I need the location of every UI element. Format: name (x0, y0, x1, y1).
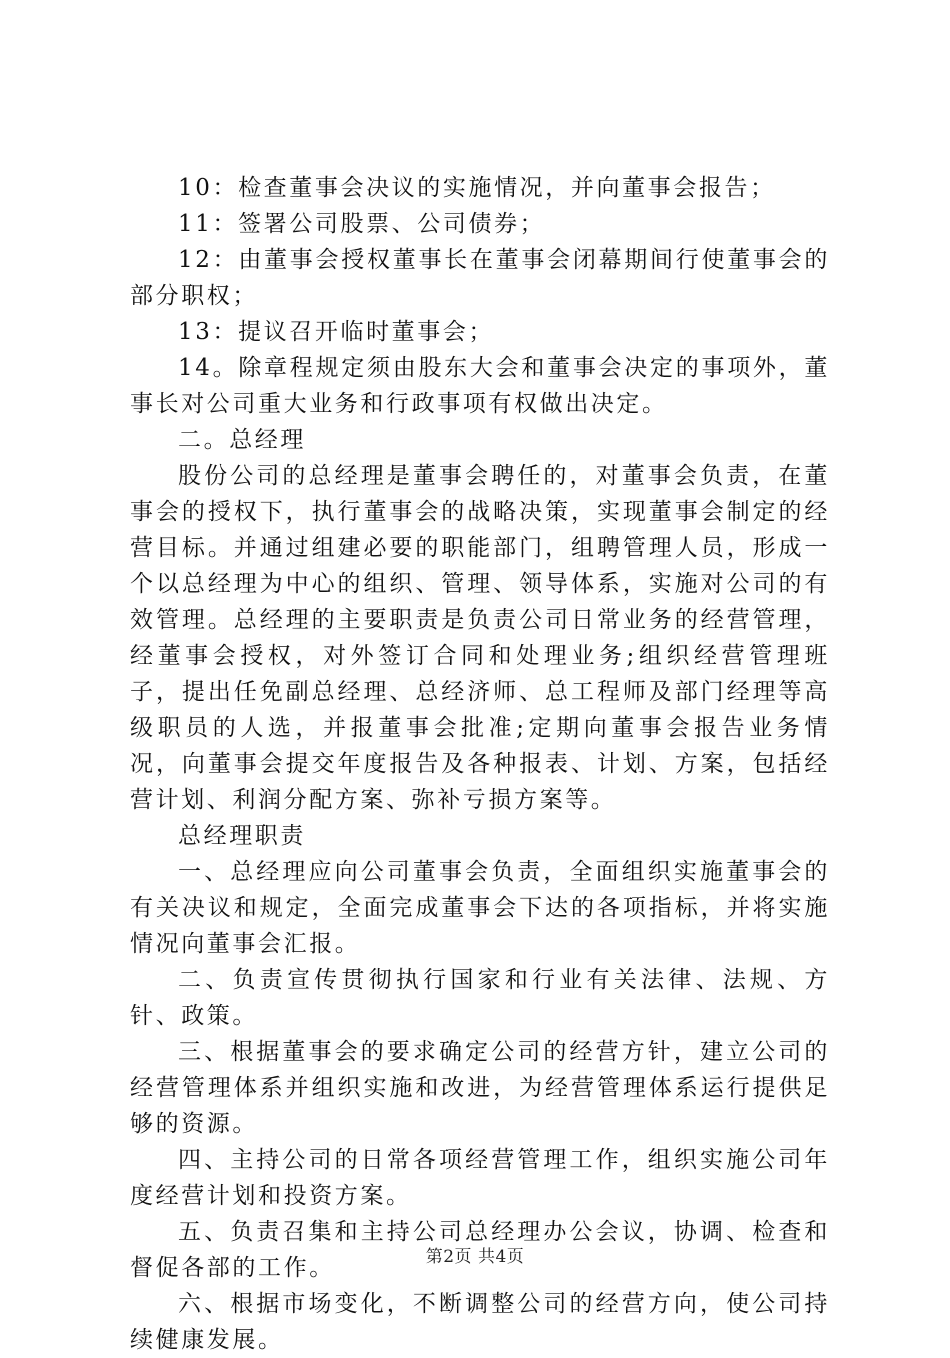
page-number-footer: 第2页 共4页 (425, 1247, 525, 1267)
duty-item-3: 三、根据董事会的要求确定公司的经营方针，建立公司的经营管理体系并组织实施和改进，为经营管理体系运行提供足够的资源。 (130, 1039, 830, 1137)
section-heading-duties: 总经理职责 (178, 823, 306, 849)
section-heading-general-manager: 二。总经理 (178, 427, 306, 453)
paragraph-item-11: 11：签署公司股票、公司债券； (178, 211, 546, 237)
paragraph-item-10: 10：检查董事会决议的实施情况，并向董事会报告； (178, 175, 776, 201)
document-body (130, 170, 830, 1358)
duty-item-6: 六、根据市场变化，不断调整公司的经营方向，使公司持续健康发展。 (130, 1291, 830, 1353)
paragraph-item-13: 13：提议召开临时董事会； (178, 319, 495, 345)
duty-item-2: 二、负责宣传贯彻执行国家和行业有关法律、法规、方针、政策。 (130, 967, 830, 1029)
paragraph-general-manager-overview: 股份公司的总经理是董事会聘任的，对董事会负责，在董事会的授权下，执行董事会的战略决策，实现董事会制定的经营目标。并通过组建必要的职能部门，组聘管理人员，形成一个以总经理为中心的组织、管理、领导体系，实施对公司的有效管理。总经理的主要职责是负责公司日常业务的经营管理，经董事会授权，对外签订合同和处理业务;组织经营管理班子，提出任免副总经理、总经济师、总工程师及部门经理等高级职员的人选，并报董事会批准;定期向董事会报告业务情况，向董事会提交年度报告及各种报表、计划、方案，包括经营计划、利润分配方案、弥补亏损方案等。 (130, 463, 830, 813)
paragraph-item-12: 12：由董事会授权董事长在董事会闭幕期间行使董事会的部分职权； (130, 247, 830, 309)
duty-item-4: 四、主持公司的日常各项经营管理工作，组织实施公司年度经营计划和投资方案。 (130, 1147, 830, 1209)
duty-item-5: 五、负责召集和主持公司总经理办公会议，协调、检查和督促各部的工作。 (130, 1219, 830, 1281)
paragraph-item-14: 14。除章程规定须由股东大会和董事会决定的事项外，董事长对公司重大业务和行政事项有权做出决定。 (130, 355, 830, 417)
duty-item-1: 一、总经理应向公司董事会负责，全面组织实施董事会的有关决议和规定，全面完成董事会下达的各项指标，并将实施情况向董事会汇报。 (130, 859, 830, 957)
